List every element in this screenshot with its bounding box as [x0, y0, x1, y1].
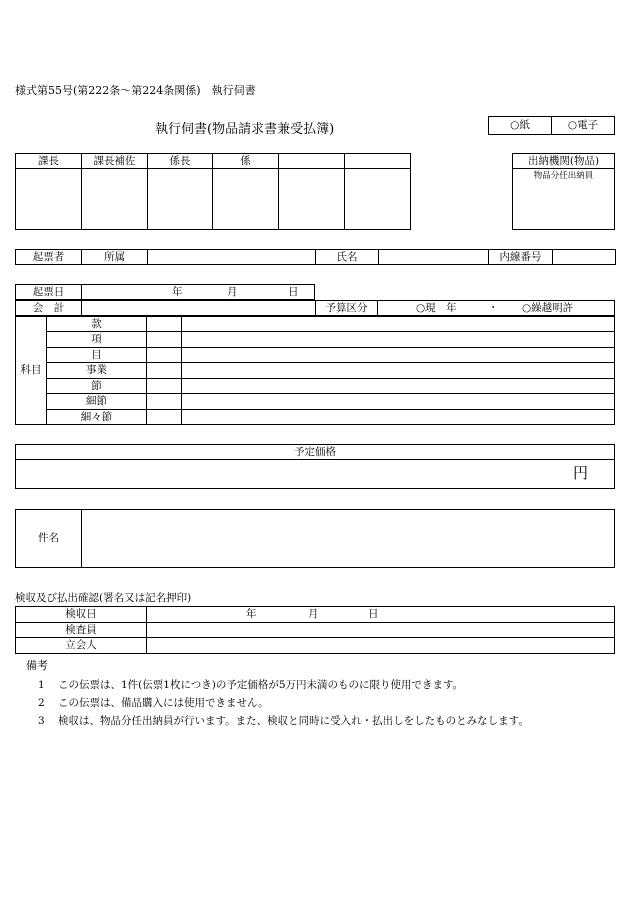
note-number: 1 [38, 679, 45, 691]
budget-class-options [378, 301, 615, 316]
subject-item-kou: 項 [47, 332, 147, 347]
approval-col-staff: 係 [213, 154, 279, 169]
subject-item-setsu: 節 [47, 378, 147, 393]
approval-col-blank-2 [345, 154, 411, 169]
price-label: 予定価格 [16, 445, 615, 460]
yen-unit: 円 [572, 464, 588, 482]
subject-name-field[interactable] [182, 363, 615, 378]
inspection-title: 検収及び払出確認(署名又は記名押印) [15, 592, 192, 604]
inspector-field[interactable] [147, 622, 615, 638]
stamp-area[interactable] [148, 169, 213, 230]
subject-code-field[interactable] [147, 317, 182, 332]
current-year-option[interactable]: ○現 年 [416, 302, 457, 314]
subject-code-field[interactable] [147, 347, 182, 362]
subject-name-field[interactable] [182, 409, 615, 424]
approval-col-deputy-chief: 課長補佐 [82, 154, 148, 169]
notes-title: 備考 [26, 659, 48, 672]
inspector-label: 検査員 [16, 622, 147, 638]
subject-item-moku: 目 [47, 347, 147, 362]
subject-name-table [15, 509, 615, 568]
subject-item-saisaisetsu: 細々節 [47, 409, 147, 424]
note-number: 3 [38, 715, 45, 727]
subject-code-field[interactable] [147, 394, 182, 409]
subject-name-field[interactable] [182, 332, 615, 347]
witness-label: 立会人 [16, 638, 147, 654]
note-text: この伝票は、1件(伝票1枚につき)の予定価格が5万円未満のものに限り使用できます。 [58, 679, 464, 691]
subject-item-project: 事業 [47, 363, 147, 378]
stamp-area[interactable] [345, 169, 411, 230]
note-text: この伝票は、備品購入には使用できません。 [58, 697, 269, 709]
subject-name-field[interactable] [182, 378, 615, 393]
drafter-label: 起票者 [16, 250, 82, 265]
subject-name-field[interactable] [182, 347, 615, 362]
subject-code-field[interactable] [147, 378, 182, 393]
subject-name-input[interactable] [82, 510, 615, 568]
extension-field[interactable] [553, 250, 616, 265]
note-item [38, 695, 269, 710]
month-label: 月 [227, 286, 238, 298]
approval-table [15, 153, 411, 230]
inspection-date-label: 検収日 [16, 607, 147, 623]
accounting-row [15, 300, 615, 316]
issuer-box [512, 153, 615, 230]
format-selector [488, 116, 615, 135]
subject-code-field[interactable] [147, 409, 182, 424]
stamp-area[interactable] [82, 169, 148, 230]
note-item [38, 677, 463, 692]
stamp-area[interactable] [16, 169, 82, 230]
inspection-table [15, 606, 615, 654]
day-label: 日 [288, 286, 299, 298]
accounting-field[interactable] [82, 301, 316, 316]
subject-name-label: 件名 [16, 510, 82, 568]
name-label: 氏名 [316, 250, 379, 265]
draft-date-field[interactable] [82, 285, 315, 300]
accounting-label: 会 計 [16, 301, 82, 316]
note-item [38, 713, 529, 728]
subject-code-field[interactable] [147, 332, 182, 347]
inspection-month-label: 月 [308, 608, 319, 620]
issuer-title: 出納機関(物品) [513, 154, 615, 169]
subject-name-field[interactable] [182, 317, 615, 332]
price-field[interactable] [16, 460, 615, 489]
approval-col-section-chief: 課長 [16, 154, 82, 169]
note-text: 検収は、物品分任出納員が行います。また、検収と同時に受入れ・払出しをしたものとみなします。 [58, 715, 529, 727]
subject-table [15, 316, 615, 425]
carryover-option[interactable]: ○繰越明許 [522, 302, 574, 314]
format-electronic-option[interactable]: ○電子 [552, 117, 615, 135]
subject-code-field[interactable] [147, 363, 182, 378]
stamp-area[interactable] [279, 169, 345, 230]
note-number: 2 [38, 697, 45, 709]
draft-date-row [15, 284, 315, 300]
issuer-subtitle: 物品分任出納員 [513, 169, 615, 230]
form-title: 執行伺書(物品請求書兼受払簿) [155, 122, 335, 137]
subject-name-field[interactable] [182, 394, 615, 409]
inspection-date-field[interactable] [147, 607, 615, 623]
drafter-row [15, 249, 616, 265]
witness-field[interactable] [147, 638, 615, 654]
department-field[interactable] [148, 250, 316, 265]
inspection-day-label: 日 [368, 608, 379, 620]
form-number: 様式第55号(第222条〜第224条関係) 執行伺書 [15, 84, 256, 97]
department-label: 所属 [82, 250, 148, 265]
extension-label: 内線番号 [489, 250, 553, 265]
inspection-year-label: 年 [246, 608, 257, 620]
subject-item-kan: 款 [47, 317, 147, 332]
approval-col-blank-1 [279, 154, 345, 169]
format-paper-option[interactable]: ○紙 [489, 117, 552, 135]
stamp-area[interactable] [213, 169, 279, 230]
subject-item-saisetsu: 細節 [47, 394, 147, 409]
option-separator: ・ [488, 302, 499, 314]
draft-date-label: 起票日 [16, 285, 82, 300]
subject-label: 科目 [16, 317, 47, 425]
approval-col-subsection-chief: 係長 [148, 154, 213, 169]
name-field[interactable] [379, 250, 489, 265]
price-table [15, 444, 615, 489]
year-label: 年 [172, 286, 183, 298]
budget-class-label: 予算区分 [316, 301, 378, 316]
